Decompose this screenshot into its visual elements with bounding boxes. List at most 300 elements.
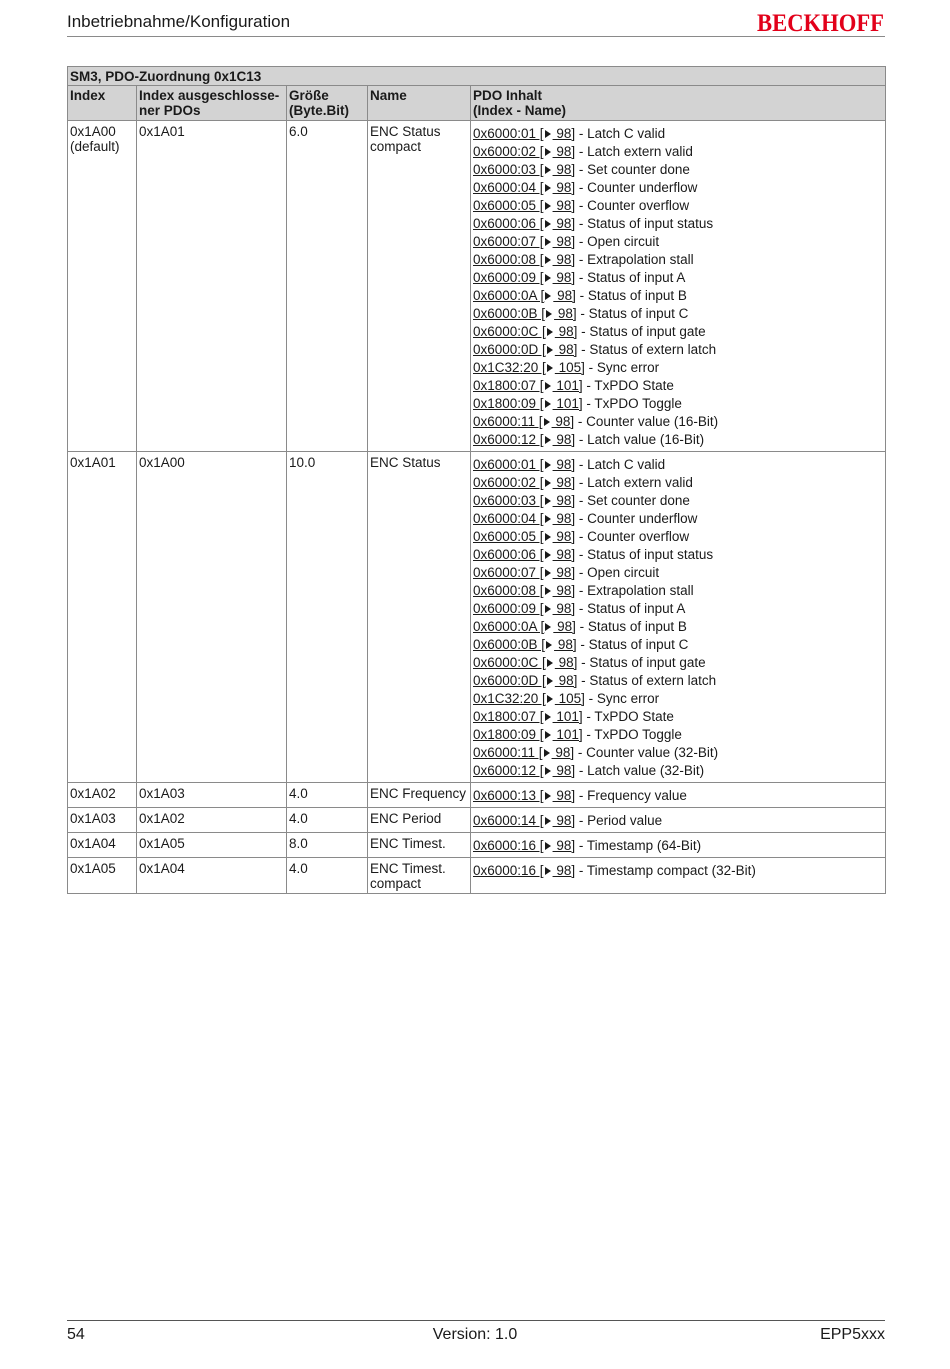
pdo-index-cell: 0x1A03 — [68, 808, 137, 833]
table-caption-row — [68, 67, 886, 86]
table-body — [68, 121, 886, 894]
excluded-pdo-cell: 0x1A05 — [137, 833, 287, 858]
pdo-entry — [473, 492, 882, 510]
page-link-arrow-icon — [545, 623, 551, 631]
page-reference: 98] — [552, 583, 576, 598]
pdo-content-cell — [471, 808, 886, 833]
pdo-entry-list — [473, 860, 882, 880]
entry-description: - Latch value (16-Bit) — [575, 432, 705, 447]
entry-description: - Timestamp (64-Bit) — [575, 838, 702, 853]
object-reference-link[interactable] — [473, 763, 575, 778]
object-index: 0x1C32:20 [ — [473, 691, 546, 706]
object-reference-link[interactable] — [473, 144, 575, 159]
pdo-entry — [473, 690, 882, 708]
object-index: 0x6000:12 [ — [473, 763, 544, 778]
object-reference-link[interactable] — [473, 162, 575, 177]
page-link-arrow-icon — [545, 382, 551, 390]
object-reference-link[interactable] — [473, 511, 575, 526]
pdo-entry — [473, 636, 882, 654]
page-reference: 98] — [552, 252, 576, 267]
table-row — [68, 783, 886, 808]
pdo-entry — [473, 528, 882, 546]
page-reference: 105] — [554, 360, 585, 375]
page-link-arrow-icon — [545, 731, 551, 739]
pdo-entry — [473, 161, 882, 179]
page-link-arrow-icon — [546, 641, 552, 649]
pdo-name-cell: ENC Frequency — [368, 783, 471, 808]
object-index: 0x6000:14 [ — [473, 813, 544, 828]
col-name-header: Name — [368, 86, 471, 121]
page-link-arrow-icon — [545, 238, 551, 246]
object-reference-link[interactable] — [473, 863, 575, 878]
object-index: 0x6000:03 [ — [473, 493, 544, 508]
page-link-arrow-icon — [545, 533, 551, 541]
page-reference: 98] — [552, 432, 576, 447]
pdo-name-cell: ENC Timest. compact — [368, 858, 471, 894]
page-reference: 98] — [552, 144, 576, 159]
pdo-entry — [473, 456, 882, 474]
object-index: 0x1800:09 [ — [473, 727, 544, 742]
object-reference-link[interactable] — [473, 637, 577, 652]
pdo-index-cell: 0x1A01 — [68, 452, 137, 783]
entry-description: - Open circuit — [575, 234, 660, 249]
object-index: 0x6000:06 [ — [473, 547, 544, 562]
object-reference-link[interactable] — [473, 727, 583, 742]
page-link-arrow-icon — [545, 551, 551, 559]
object-reference-link[interactable] — [473, 709, 583, 724]
pdo-entry — [473, 179, 882, 197]
entry-description: - Status of input C — [576, 637, 689, 652]
page-reference: 98] — [552, 788, 576, 803]
entry-description: - Set counter done — [575, 162, 690, 177]
object-reference-link[interactable] — [473, 583, 575, 598]
pdo-entry-list — [473, 810, 882, 830]
pdo-entry — [473, 125, 882, 143]
page-reference: 98] — [552, 565, 576, 580]
entry-description: - Counter value (32-Bit) — [574, 745, 719, 760]
table-caption: SM3, PDO-Zuordnung 0x1C13 — [68, 67, 886, 86]
page-reference: 101] — [552, 396, 583, 411]
object-reference-link[interactable] — [473, 252, 575, 267]
pdo-name-cell: ENC Status — [368, 452, 471, 783]
entry-description: - Latch extern valid — [575, 144, 693, 159]
pdo-entry — [473, 413, 882, 431]
object-reference-link[interactable] — [473, 601, 575, 616]
col-size-header: Größe (Byte.Bit) — [287, 86, 368, 121]
object-reference-link[interactable] — [473, 360, 585, 375]
pdo-entry — [473, 431, 882, 449]
object-reference-link[interactable] — [473, 324, 577, 339]
entry-description: - Sync error — [584, 691, 660, 706]
page-reference: 98] — [554, 342, 578, 357]
object-index: 0x6000:0B [ — [473, 637, 546, 652]
pdo-entry — [473, 341, 882, 359]
page-link-arrow-icon — [545, 166, 551, 174]
entry-description: - TxPDO Toggle — [582, 396, 682, 411]
page-link-arrow-icon — [547, 328, 553, 336]
pdo-entry — [473, 744, 882, 762]
pdo-entry — [473, 269, 882, 287]
entry-description: - Latch extern valid — [575, 475, 693, 490]
entry-description: - Status of input gate — [577, 655, 706, 670]
entry-description: - Period value — [575, 813, 663, 828]
object-index: 0x6000:0D [ — [473, 673, 546, 688]
object-index: 0x6000:07 [ — [473, 234, 544, 249]
object-index: 0x6000:11 [ — [473, 414, 543, 429]
entry-description: - Sync error — [584, 360, 660, 375]
page-reference: 98] — [552, 511, 576, 526]
entry-description: - Counter underflow — [575, 180, 698, 195]
page-link-arrow-icon — [545, 461, 551, 469]
pdo-entry — [473, 582, 882, 600]
pdo-entry-list — [473, 835, 882, 855]
page-link-arrow-icon — [544, 418, 550, 426]
object-index: 0x6000:07 [ — [473, 565, 544, 580]
pdo-content-cell — [471, 858, 886, 894]
entry-description: - TxPDO State — [582, 378, 674, 393]
pdo-entry — [473, 862, 882, 880]
page-reference: 101] — [552, 378, 583, 393]
page-link-arrow-icon — [545, 292, 551, 300]
object-index: 0x1800:07 [ — [473, 378, 544, 393]
entry-description: - Counter underflow — [575, 511, 698, 526]
object-index: 0x6000:08 [ — [473, 583, 544, 598]
object-index: 0x6000:11 [ — [473, 745, 543, 760]
object-reference-link[interactable] — [473, 475, 575, 490]
excluded-pdo-cell: 0x1A01 — [137, 121, 287, 452]
col-content-header: PDO Inhalt (Index - Name) — [471, 86, 886, 121]
page-link-arrow-icon — [545, 767, 551, 775]
entry-description: - Status of input status — [575, 216, 714, 231]
page-reference: 98] — [552, 126, 576, 141]
table-row — [68, 858, 886, 894]
size-cell: 8.0 — [287, 833, 368, 858]
pdo-entry — [473, 546, 882, 564]
pdo-content-cell — [471, 121, 886, 452]
page-reference: 98] — [551, 414, 575, 429]
table-row — [68, 452, 886, 783]
object-reference-link[interactable] — [473, 493, 575, 508]
pdo-entry-list — [473, 123, 882, 449]
object-reference-link[interactable] — [473, 813, 575, 828]
object-reference-link[interactable] — [473, 234, 575, 249]
object-reference-link[interactable] — [473, 378, 583, 393]
size-cell: 10.0 — [287, 452, 368, 783]
page-reference: 98] — [554, 655, 578, 670]
page-link-arrow-icon — [547, 659, 553, 667]
page-reference: 98] — [552, 838, 576, 853]
object-index: 0x6000:04 [ — [473, 511, 544, 526]
pdo-assignment-table — [67, 66, 886, 894]
entry-description: - Status of extern latch — [577, 673, 717, 688]
object-index: 0x1800:09 [ — [473, 396, 544, 411]
page-reference: 98] — [552, 547, 576, 562]
entry-description: - Set counter done — [575, 493, 690, 508]
section-title: Inbetriebnahme/Konfiguration — [67, 12, 291, 31]
object-reference-link[interactable] — [473, 414, 574, 429]
pdo-entry — [473, 837, 882, 855]
entry-description: - Counter overflow — [575, 198, 690, 213]
product-name: EPP5xxx — [820, 1326, 885, 1343]
entry-description: - Latch C valid — [575, 126, 666, 141]
page-reference: 98] — [553, 619, 576, 634]
page-reference: 98] — [552, 763, 576, 778]
object-reference-link[interactable] — [473, 547, 575, 562]
object-reference-link[interactable] — [473, 180, 575, 195]
object-reference-link[interactable] — [473, 306, 577, 321]
entry-description: - Open circuit — [575, 565, 660, 580]
entry-description: - Extrapolation stall — [575, 583, 694, 598]
entry-description: - Status of input C — [576, 306, 689, 321]
header-rule — [67, 36, 885, 37]
svg-text:BECKHOFF: BECKHOFF — [757, 10, 884, 36]
object-index: 0x6000:04 [ — [473, 180, 544, 195]
page-link-arrow-icon — [545, 515, 551, 523]
entry-description: - Counter value (16-Bit) — [574, 414, 719, 429]
object-reference-link[interactable] — [473, 342, 577, 357]
object-reference-link[interactable] — [473, 691, 585, 706]
entry-description: - Counter overflow — [575, 529, 690, 544]
object-index: 0x6000:08 [ — [473, 252, 544, 267]
document-version: Version: 1.0 — [432, 1326, 518, 1343]
pdo-entry-list — [473, 454, 882, 780]
page-reference: 105] — [554, 691, 585, 706]
pdo-name-cell: ENC Status compact — [368, 121, 471, 452]
object-reference-link[interactable] — [473, 396, 583, 411]
pdo-entry — [473, 359, 882, 377]
page-link-arrow-icon — [545, 867, 551, 875]
object-reference-link[interactable] — [473, 457, 575, 472]
pdo-entry — [473, 618, 882, 636]
page-link-arrow-icon — [545, 569, 551, 577]
pdo-entry — [473, 654, 882, 672]
page-link-arrow-icon — [545, 842, 551, 850]
object-reference-link[interactable] — [473, 619, 576, 634]
page-reference: 98] — [552, 180, 576, 195]
object-reference-link[interactable] — [473, 529, 575, 544]
pdo-index-cell: 0x1A05 — [68, 858, 137, 894]
table-row — [68, 121, 886, 452]
object-reference-link[interactable] — [473, 565, 575, 580]
page-link-arrow-icon — [545, 436, 551, 444]
page-number: 54 — [67, 1326, 85, 1343]
pdo-name-cell: ENC Timest. — [368, 833, 471, 858]
object-reference-link[interactable] — [473, 788, 575, 803]
page-link-arrow-icon — [545, 479, 551, 487]
page-reference: 98] — [552, 601, 576, 616]
object-index: 0x6000:0C [ — [473, 324, 546, 339]
pdo-entry — [473, 197, 882, 215]
page-link-arrow-icon — [544, 749, 550, 757]
page-link-arrow-icon — [545, 256, 551, 264]
object-index: 0x1C32:20 [ — [473, 360, 546, 375]
object-reference-link[interactable] — [473, 745, 574, 760]
pdo-entry — [473, 323, 882, 341]
page-link-arrow-icon — [547, 364, 553, 372]
page-link-arrow-icon — [547, 677, 553, 685]
size-cell: 4.0 — [287, 808, 368, 833]
page-reference: 98] — [554, 324, 578, 339]
pdo-index-cell: 0x1A04 — [68, 833, 137, 858]
object-reference-link[interactable] — [473, 216, 575, 231]
beckhoff-logo — [756, 6, 886, 36]
pdo-entry — [473, 726, 882, 744]
object-index: 0x1800:07 [ — [473, 709, 544, 724]
pdo-entry — [473, 233, 882, 251]
object-index: 0x6000:05 [ — [473, 198, 544, 213]
entry-description: - TxPDO State — [582, 709, 674, 724]
object-reference-link[interactable] — [473, 673, 577, 688]
excluded-pdo-cell: 0x1A03 — [137, 783, 287, 808]
entry-description: - Extrapolation stall — [575, 252, 694, 267]
page-reference: 98] — [552, 529, 576, 544]
object-index: 0x6000:05 [ — [473, 529, 544, 544]
page-link-arrow-icon — [546, 310, 552, 318]
pdo-entry — [473, 377, 882, 395]
entry-description: - Status of input A — [575, 270, 686, 285]
object-index: 0x6000:02 [ — [473, 475, 544, 490]
page-link-arrow-icon — [545, 587, 551, 595]
object-reference-link[interactable] — [473, 655, 577, 670]
pdo-entry — [473, 708, 882, 726]
col-excluded-header: Index ausgeschlosse- ner PDOs — [137, 86, 287, 121]
page-link-arrow-icon — [545, 130, 551, 138]
object-index: 0x6000:09 [ — [473, 601, 544, 616]
entry-description: - Timestamp compact (32-Bit) — [575, 863, 756, 878]
entry-description: - Status of extern latch — [577, 342, 717, 357]
entry-description: - Status of input A — [575, 601, 686, 616]
entry-description: - Status of input B — [575, 619, 687, 634]
object-index: 0x6000:03 [ — [473, 162, 544, 177]
pdo-index-cell: 0x1A02 — [68, 783, 137, 808]
column-header-row — [68, 86, 886, 121]
page-reference: 98] — [552, 813, 576, 828]
page-link-arrow-icon — [545, 400, 551, 408]
object-index: 0x6000:0A [ — [473, 288, 545, 303]
object-index: 0x6000:0A [ — [473, 619, 545, 634]
object-index: 0x6000:01 [ — [473, 457, 544, 472]
pdo-entry — [473, 762, 882, 780]
entry-description: - TxPDO Toggle — [582, 727, 682, 742]
object-index: 0x6000:0B [ — [473, 306, 546, 321]
size-cell: 4.0 — [287, 858, 368, 894]
object-index: 0x6000:02 [ — [473, 144, 544, 159]
object-index: 0x6000:09 [ — [473, 270, 544, 285]
page-link-arrow-icon — [547, 695, 553, 703]
excluded-pdo-cell: 0x1A02 — [137, 808, 287, 833]
excluded-pdo-cell: 0x1A04 — [137, 858, 287, 894]
entry-description: - Latch C valid — [575, 457, 666, 472]
page-reference: 101] — [552, 709, 583, 724]
pdo-entry — [473, 672, 882, 690]
page-reference: 98] — [552, 493, 576, 508]
pdo-entry — [473, 215, 882, 233]
entry-description: - Status of input status — [575, 547, 714, 562]
object-index: 0x6000:16 [ — [473, 838, 544, 853]
pdo-entry — [473, 474, 882, 492]
table-row — [68, 833, 886, 858]
object-index: 0x6000:12 [ — [473, 432, 544, 447]
page-reference: 98] — [554, 637, 577, 652]
page-link-arrow-icon — [545, 148, 551, 156]
pdo-content-cell — [471, 452, 886, 783]
object-index: 0x6000:13 [ — [473, 788, 544, 803]
page-link-arrow-icon — [545, 792, 551, 800]
object-index: 0x6000:0D [ — [473, 342, 546, 357]
object-index: 0x6000:16 [ — [473, 863, 544, 878]
page-reference: 98] — [552, 457, 576, 472]
pdo-entry — [473, 787, 882, 805]
page-reference: 98] — [552, 863, 576, 878]
pdo-entry — [473, 600, 882, 618]
page-link-arrow-icon — [545, 817, 551, 825]
pdo-name-cell: ENC Period — [368, 808, 471, 833]
pdo-entry — [473, 143, 882, 161]
page-reference: 98] — [552, 198, 576, 213]
excluded-pdo-cell: 0x1A00 — [137, 452, 287, 783]
pdo-index-cell: 0x1A00 (default) — [68, 121, 137, 452]
page-link-arrow-icon — [545, 184, 551, 192]
page-link-arrow-icon — [545, 220, 551, 228]
page-reference: 98] — [552, 270, 576, 285]
col-index-header: Index — [68, 86, 137, 121]
entry-description: - Status of input gate — [577, 324, 706, 339]
object-reference-link[interactable] — [473, 288, 576, 303]
page-link-arrow-icon — [547, 346, 553, 354]
entry-description: - Status of input B — [575, 288, 687, 303]
page-reference: 98] — [552, 475, 576, 490]
page-link-arrow-icon — [545, 274, 551, 282]
object-reference-link[interactable] — [473, 838, 575, 853]
page-link-arrow-icon — [545, 605, 551, 613]
pdo-entry-list — [473, 785, 882, 805]
object-index: 0x6000:0C [ — [473, 655, 546, 670]
pdo-entry — [473, 305, 882, 323]
page-reference: 98] — [554, 306, 577, 321]
page-reference: 98] — [553, 288, 576, 303]
pdo-entry — [473, 510, 882, 528]
object-reference-link[interactable] — [473, 432, 575, 447]
entry-description: - Latch value (32-Bit) — [575, 763, 705, 778]
page-reference: 98] — [552, 162, 576, 177]
page-reference: 98] — [552, 234, 576, 249]
object-reference-link[interactable] — [473, 270, 575, 285]
pdo-entry — [473, 287, 882, 305]
object-index: 0x6000:01 [ — [473, 126, 544, 141]
page-link-arrow-icon — [545, 202, 551, 210]
object-index: 0x6000:06 [ — [473, 216, 544, 231]
page-link-arrow-icon — [545, 713, 551, 721]
table-row — [68, 808, 886, 833]
page-reference: 98] — [551, 745, 575, 760]
object-reference-link[interactable] — [473, 126, 575, 141]
pdo-content-cell — [471, 783, 886, 808]
pdo-entry — [473, 812, 882, 830]
pdo-content-cell — [471, 833, 886, 858]
pdo-entry — [473, 251, 882, 269]
size-cell: 6.0 — [287, 121, 368, 452]
pdo-entry — [473, 564, 882, 582]
object-reference-link[interactable] — [473, 198, 575, 213]
page-link-arrow-icon — [545, 497, 551, 505]
footer-rule — [67, 1320, 885, 1321]
page-reference: 98] — [554, 673, 578, 688]
pdo-entry — [473, 395, 882, 413]
page-reference: 101] — [552, 727, 583, 742]
page-reference: 98] — [552, 216, 576, 231]
entry-description: - Frequency value — [575, 788, 687, 803]
size-cell: 4.0 — [287, 783, 368, 808]
